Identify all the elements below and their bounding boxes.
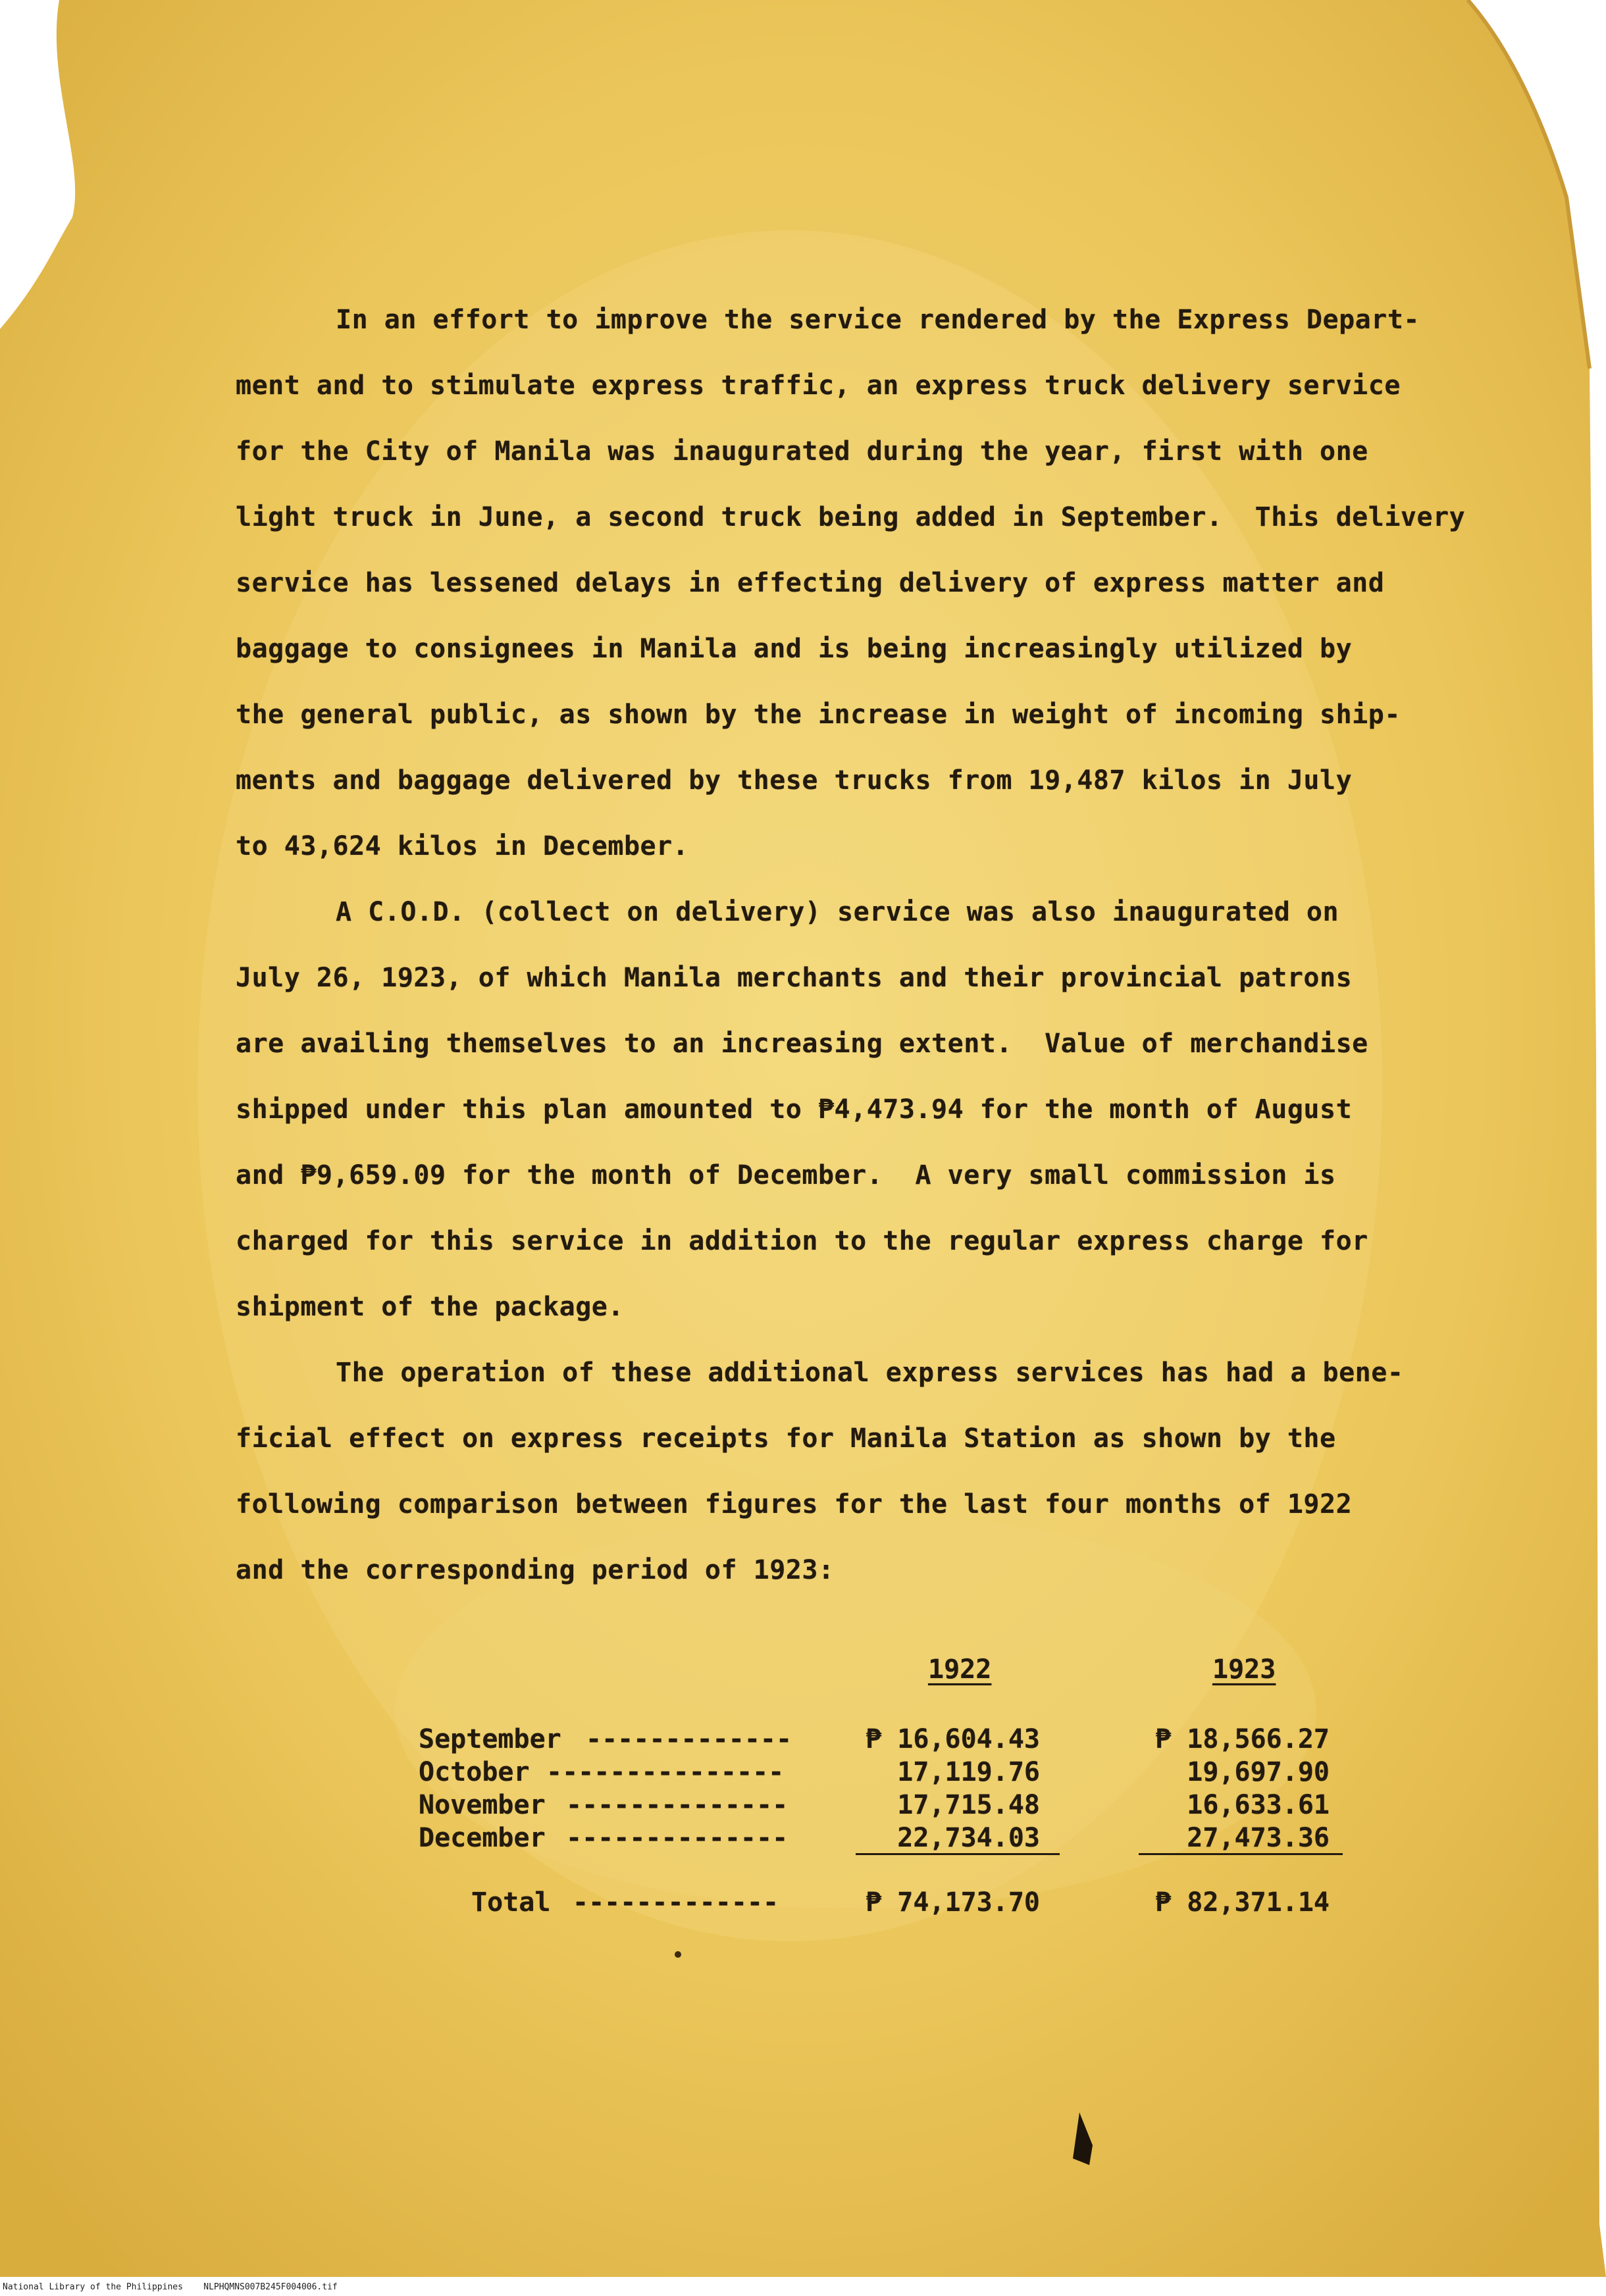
month-label: September <box>419 1724 561 1754</box>
leader-dashes: ------------- <box>586 1724 792 1754</box>
month-label: November <box>419 1790 546 1820</box>
month-label: October <box>419 1757 530 1787</box>
value-1922: ₱ 16,604.43 <box>866 1724 1040 1754</box>
month-label: December <box>419 1823 546 1853</box>
total-1923: ₱ 82,371.14 <box>1155 1887 1330 1918</box>
value-1923: 19,697.90 <box>1187 1757 1330 1787</box>
text-line: light truck in June, a second truck being added in September. This delivery <box>236 502 1466 532</box>
column-header-1922: 1922 <box>928 1654 992 1685</box>
value-1922: 22,734.03 <box>897 1823 1040 1853</box>
total-label: Total <box>471 1887 551 1918</box>
text-line: to 43,624 kilos in December. <box>236 831 689 861</box>
text-line: the general public, as shown by the increase in weight of incoming ship- <box>236 700 1401 730</box>
leader-dashes: ------------- <box>573 1887 779 1918</box>
text-line: ficial effect on express receipts for Manila Station as shown by the <box>236 1423 1336 1454</box>
text-line: July 26, 1923, of which Manila merchants and their provincial patrons <box>236 963 1353 993</box>
text-line: In an effort to improve the service rendered by the Express Depart- <box>336 305 1420 335</box>
text-line: service has lessened delays in effecting delivery of express matter and <box>236 568 1385 598</box>
text-line: for the City of Manila was inaugurated during the year, first with one <box>236 436 1368 467</box>
text-line: and ₱9,659.09 for the month of December. A very small commission is <box>236 1160 1336 1190</box>
column-underline-1922 <box>856 1853 1060 1855</box>
text-line: shipment of the package. <box>236 1292 624 1322</box>
leader-dashes: -------------- <box>566 1790 789 1820</box>
leader-dashes: --------------- <box>546 1757 785 1787</box>
text-line: ment and to stimulate express traffic, an express truck delivery service <box>236 370 1401 401</box>
text-line: The operation of these additional express services has had a bene- <box>336 1358 1404 1388</box>
archive-footer: National Library of the Philippines NLPHQMNS007B245F004006.tif <box>3 2282 338 2292</box>
total-1922: ₱ 74,173.70 <box>866 1887 1040 1918</box>
text-line: are availing themselves to an increasing extent. Value of merchandise <box>236 1029 1368 1059</box>
text-line: baggage to consignees in Manila and is being increasingly utilized by <box>236 634 1353 664</box>
text-line: A C.O.D. (collect on delivery) service was also inaugurated on <box>336 897 1339 927</box>
text-line: charged for this service in addition to the regular express charge for <box>236 1226 1368 1256</box>
value-1923: ₱ 18,566.27 <box>1155 1724 1330 1754</box>
column-header-1923: 1923 <box>1212 1654 1276 1685</box>
leader-dashes: -------------- <box>566 1823 789 1853</box>
column-underline-1923 <box>1139 1853 1343 1855</box>
value-1922: 17,119.76 <box>897 1757 1040 1787</box>
value-1923: 27,473.36 <box>1187 1823 1330 1853</box>
text-line: shipped under this plan amounted to ₱4,473.94 for the month of August <box>236 1094 1353 1125</box>
value-1923: 16,633.61 <box>1187 1790 1330 1820</box>
text-line: following comparison between figures for the last four months of 1922 <box>236 1489 1353 1519</box>
text-line: and the corresponding period of 1923: <box>236 1555 835 1585</box>
value-1922: 17,715.48 <box>897 1790 1040 1820</box>
text-line: ments and baggage delivered by these trucks from 19,487 kilos in July <box>236 765 1353 796</box>
